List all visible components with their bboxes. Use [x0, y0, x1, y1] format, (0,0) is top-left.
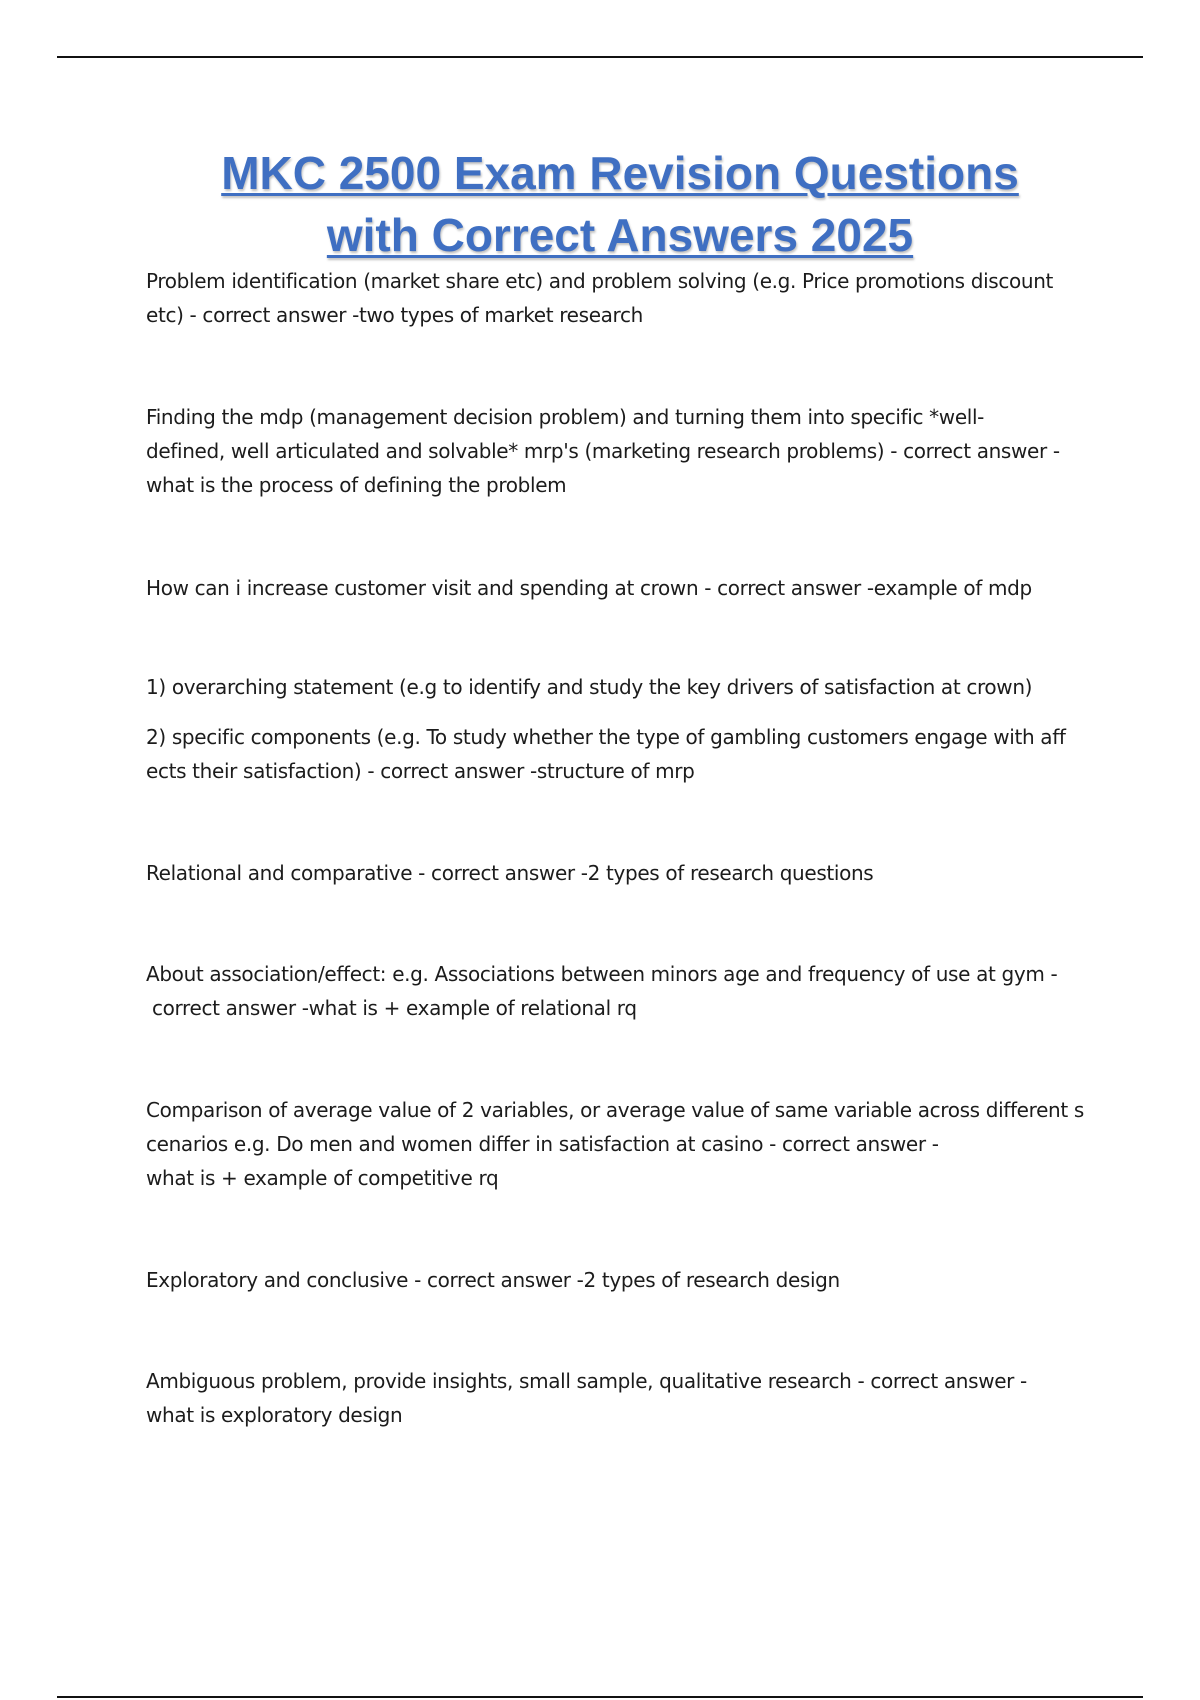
bottom-rule: [57, 1696, 1143, 1698]
title-line-2: with Correct Answers 2025: [326, 209, 914, 261]
qa-entry-9: [146, 1263, 1096, 1297]
qa-entry-1: [146, 264, 1096, 332]
qa-line: Problem identification (market share etc) and problem solving (e.g. Price promotions discount: [146, 269, 1054, 293]
qa-entry-3: [146, 571, 1096, 605]
qa-entry-4: [146, 670, 1096, 704]
qa-line: Comparison of average value of 2 variables, or average value of same variable across different s: [146, 1098, 1084, 1122]
qa-entry-2: [146, 400, 1096, 502]
title-line-1: MKC 2500 Exam Revision Questions: [221, 147, 1019, 199]
qa-line: cenarios e.g. Do men and women differ in satisfaction at casino - correct answer -: [146, 1132, 939, 1156]
qa-line: About association/effect: e.g. Associations between minors age and frequency of use at gym -: [146, 962, 1058, 986]
qa-line: Relational and comparative - correct answer -2 types of research questions: [146, 861, 874, 885]
qa-line: etc) - correct answer -two types of market research: [146, 303, 643, 327]
qa-line: 2) specific components (e.g. To study whether the type of gambling customers engage with aff: [146, 725, 1066, 749]
qa-line: Ambiguous problem, provide insights, small sample, qualitative research - correct answer -: [146, 1369, 1027, 1393]
qa-line: what is + example of competitive rq: [146, 1166, 499, 1190]
qa-line: correct answer -what is + example of relational rq: [146, 996, 637, 1020]
qa-entry-5: [146, 720, 1096, 788]
qa-entry-8: [146, 1093, 1096, 1195]
qa-entry-6: [146, 856, 1096, 890]
qa-entry-7: [146, 957, 1096, 1025]
top-rule: [57, 56, 1143, 58]
qa-line: what is exploratory design: [146, 1403, 403, 1427]
qa-line: 1) overarching statement (e.g to identify and study the key drivers of satisfaction at crown): [146, 675, 1033, 699]
qa-line: How can i increase customer visit and spending at crown - correct answer -example of mdp: [146, 576, 1032, 600]
qa-line: what is the process of defining the problem: [146, 473, 567, 497]
qa-line: defined, well articulated and solvable* mrp's (marketing research problems) - correct answer -: [146, 439, 1060, 463]
document-title: [0, 142, 1200, 266]
qa-line: Exploratory and conclusive - correct answer -2 types of research design: [146, 1268, 840, 1292]
qa-line: Finding the mdp (management decision problem) and turning them into specific *well-: [146, 405, 985, 429]
qa-entry-10: [146, 1364, 1096, 1432]
qa-line: ects their satisfaction) - correct answer -structure of mrp: [146, 759, 695, 783]
